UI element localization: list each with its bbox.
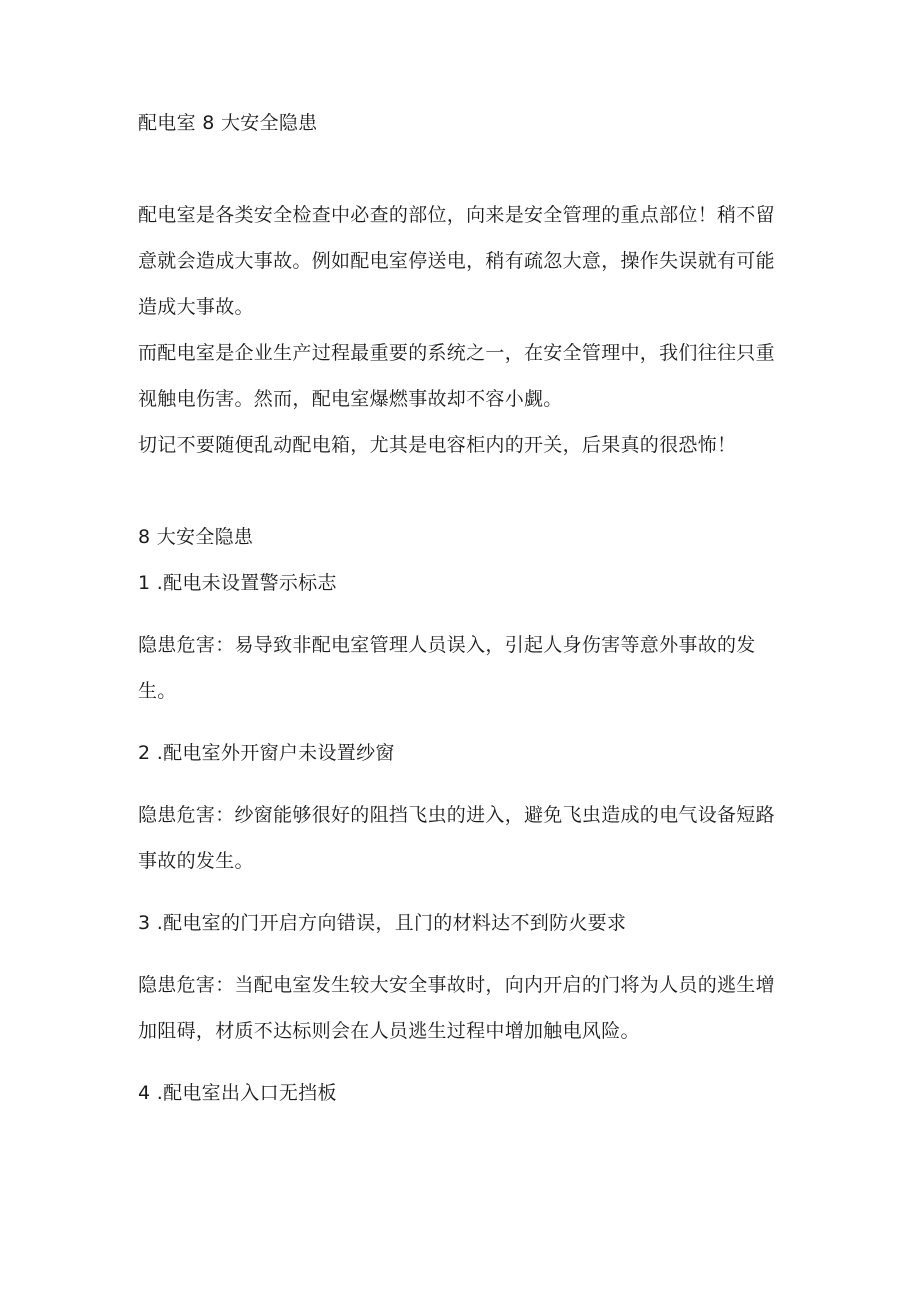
document-body: [138, 100, 788, 1116]
section-title: 8 大安全隐患: [138, 526, 254, 548]
hazard-heading-4: 4 .配电室出入口无挡板: [138, 1082, 337, 1104]
document-title: 配电室 8 大安全隐患: [138, 112, 318, 134]
intro-paragraph-1: 配电室是各类安全检查中必查的部位，向来是安全管理的重点部位！稍不留意就会造成大事故。例如配电室停送电，稍有疏忽大意，操作失误就有可能造成大事故。: [138, 204, 775, 318]
hazard-heading-3: 3 .配电室的门开启方向错误，且门的材料达不到防火要求: [138, 912, 627, 934]
intro-paragraph-3: 切记不要随便乱动配电箱，尤其是电容柜内的开关，后果真的很恐怖！: [138, 434, 737, 456]
hazard-risk-2: 隐患危害：纱窗能够很好的阻挡飞虫的进入，避免飞虫造成的电气设备短路事故的发生。: [138, 804, 775, 872]
hazard-risk-1: 隐患危害：易导致非配电室管理人员误入，引起人身伤害等意外事故的发生。: [138, 634, 756, 702]
hazard-risk-3: 隐患危害：当配电室发生较大安全事故时，向内开启的门将为人员的逃生增加阻碍，材质不达标则会在人员逃生过程中增加触电风险。: [138, 974, 775, 1042]
hazard-heading-2: 2 .配电室外开窗户未设置纱窗: [138, 742, 395, 764]
intro-paragraph-2: 而配电室是企业生产过程最重要的系统之一，在安全管理中，我们往往只重视触电伤害。然而，配电室爆燃事故却不容小觑。: [138, 342, 775, 410]
hazard-heading-1: 1 .配电未设置警示标志: [138, 572, 337, 594]
